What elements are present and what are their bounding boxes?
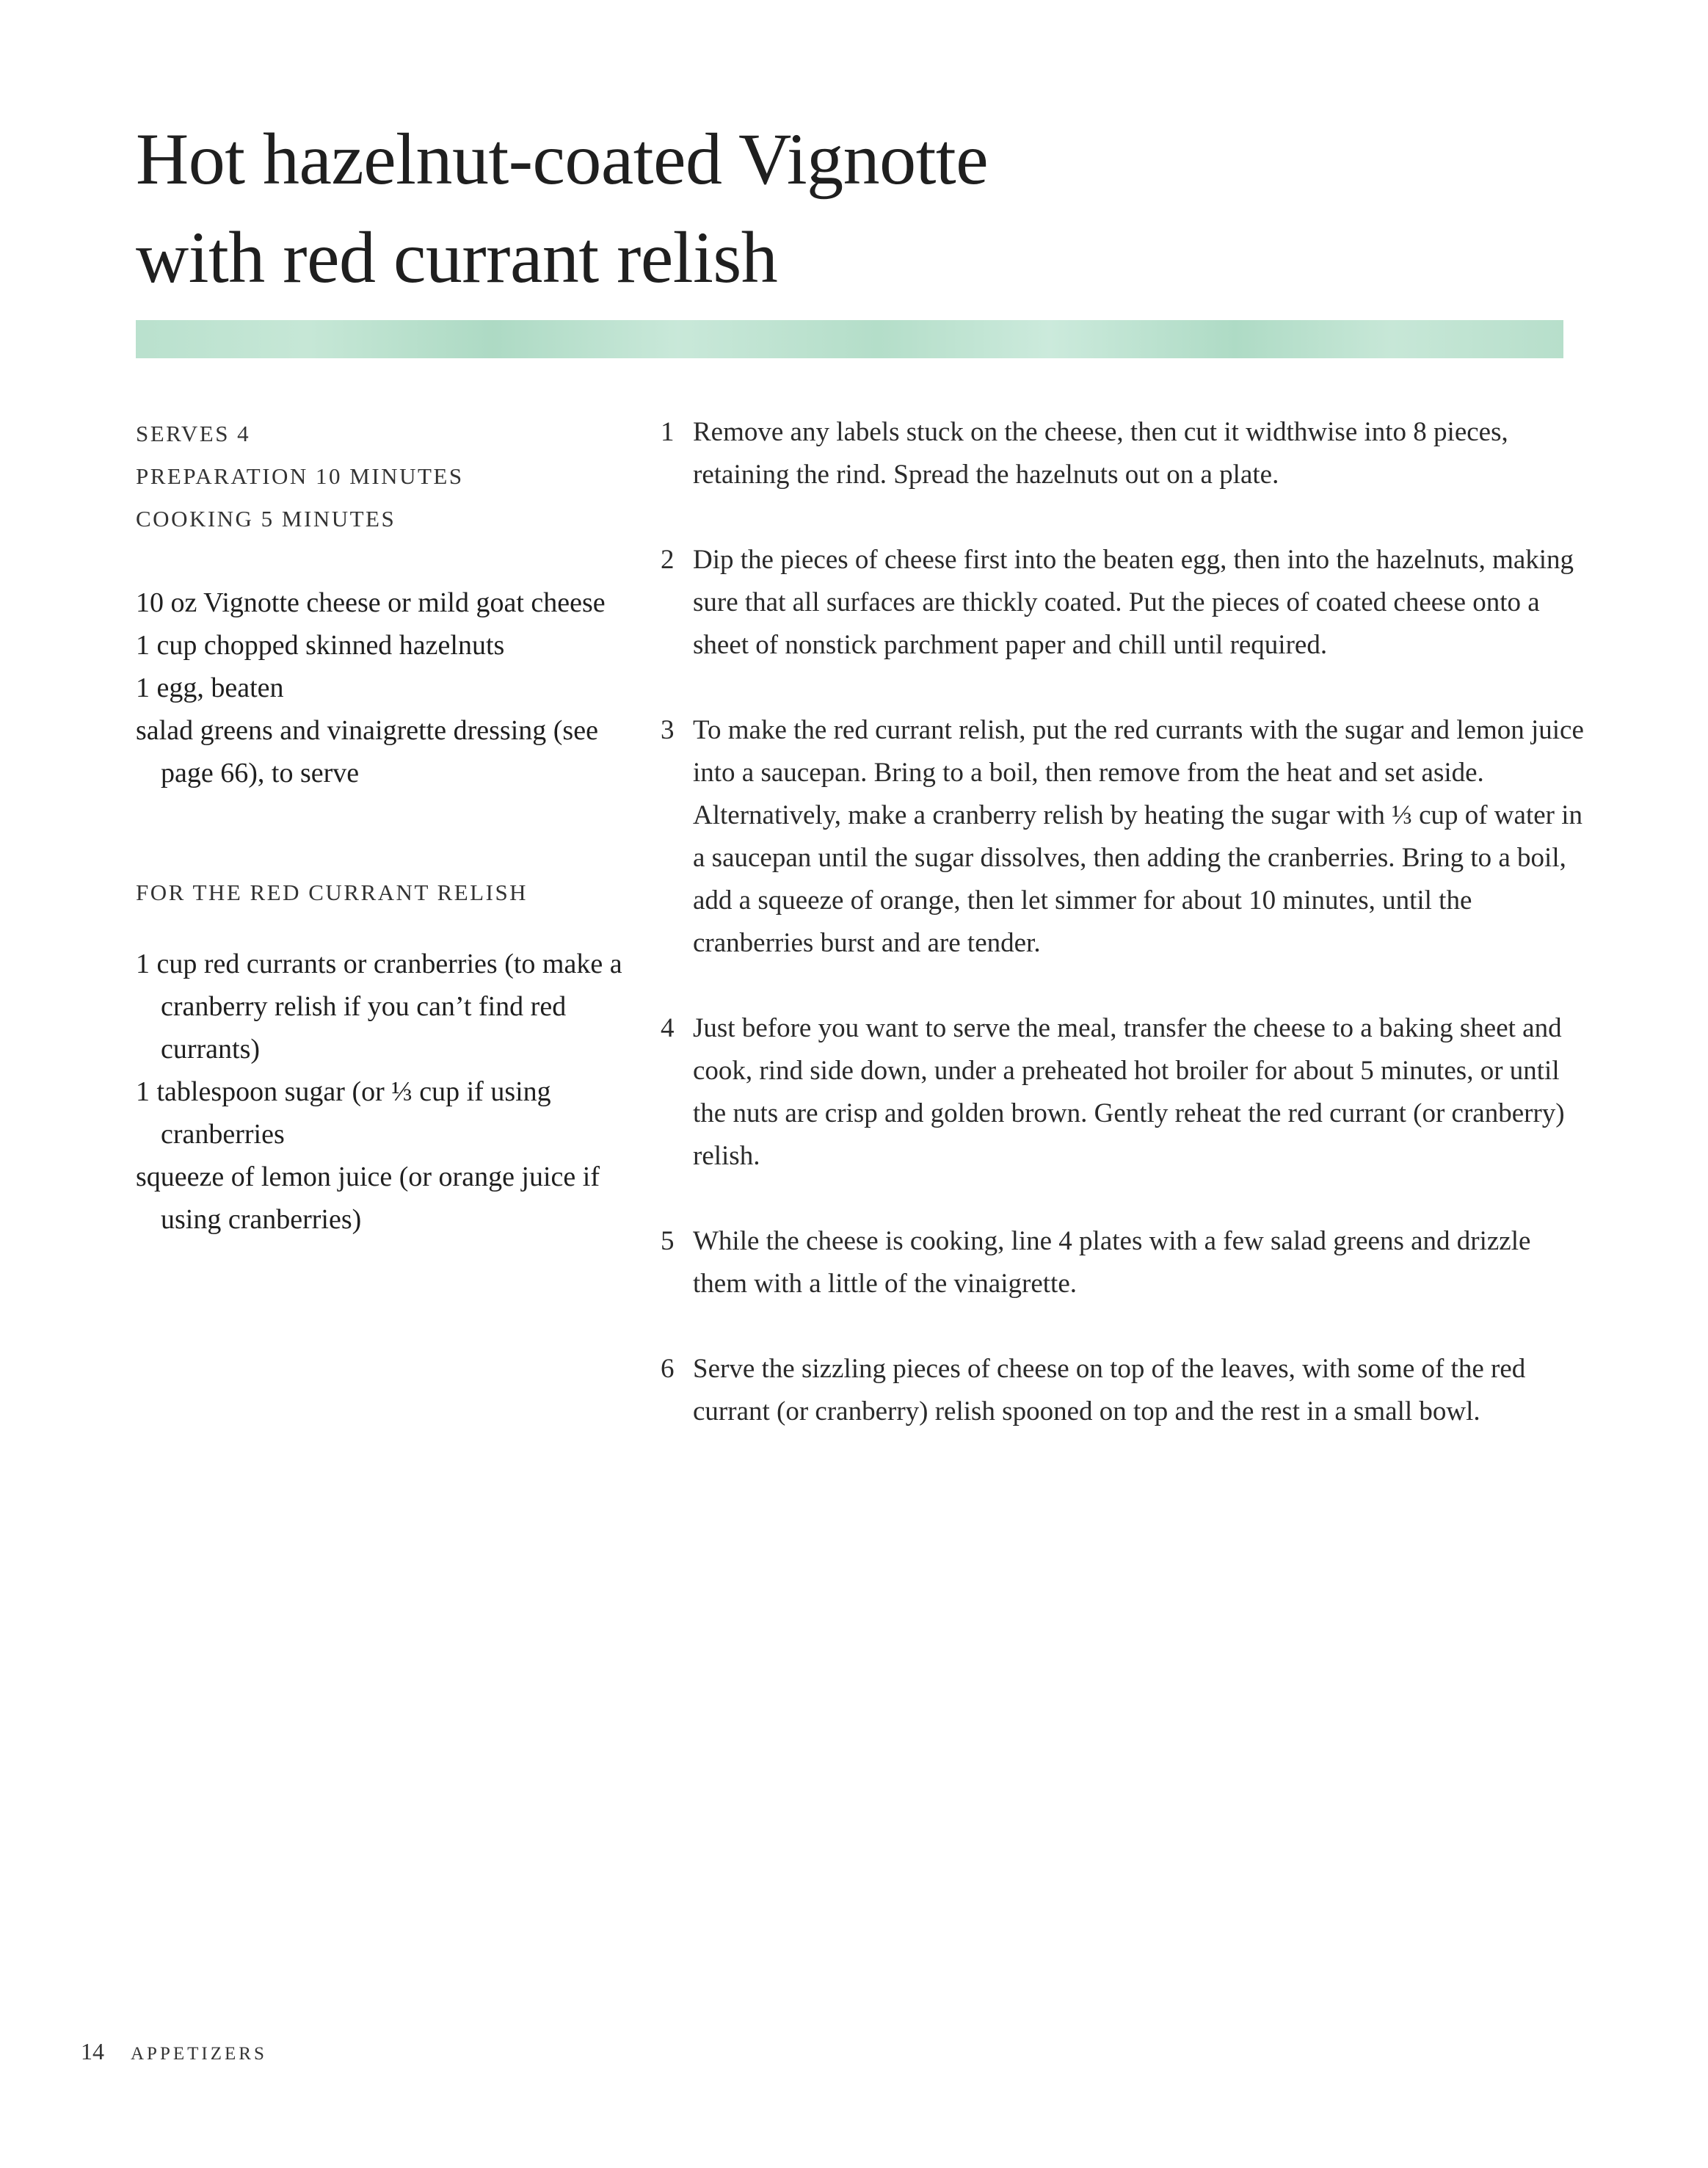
section-name: APPETIZERS <box>131 2044 267 2064</box>
method-step <box>661 1348 1585 1433</box>
recipe-meta <box>136 413 464 540</box>
method-step <box>661 1007 1585 1178</box>
ingredient-item: salad greens and vinaigrette dressing (see page 66), to serve <box>136 715 598 788</box>
step-number: 4 <box>661 1013 675 1043</box>
step-number: 1 <box>661 417 675 447</box>
cooking-label: COOKING 5 MINUTES <box>136 506 396 532</box>
step-text: Remove any labels stuck on the cheese, then cut it widthwise into 8 pieces, retaining the rind. Spread the hazelnuts out on a plate. <box>693 417 1508 490</box>
step-number: 6 <box>661 1354 675 1384</box>
step-text: Serve the sizzling pieces of cheese on top of the leaves, with some of the red currant (or cranberry) relish spooned on top and the rest in a small bowl. <box>693 1354 1526 1426</box>
recipe-title-line-1: Hot hazelnut-coated Vignotte <box>136 118 989 200</box>
method-step <box>661 1220 1585 1305</box>
ingredient-item: 1 egg, beaten <box>136 672 284 703</box>
step-text: Dip the pieces of cheese first into the beaten egg, then into the hazelnuts, making sure that all surfaces are thickly coated. Put the pieces of coated cheese onto a sheet of nonstick parchment paper and chill until required. <box>693 545 1574 660</box>
step-text: To make the red currant relish, put the red currants with the sugar and lemon juice into a saucepan. Bring to a boil, then remove from the heat and set aside. Alternatively, make a cranberry relish by heating the sugar with ⅓ cup of water in a saucepan until the sugar dissolves, then adding the cranberries. Bring to a boil, add a squeeze of orange, then let simmer for about 10 minutes, until the cranberries burst and are tender. <box>693 715 1584 958</box>
page-footer <box>81 2038 267 2065</box>
decorative-green-band <box>136 320 1563 358</box>
method-step <box>661 539 1585 667</box>
ingredient-list <box>136 581 628 794</box>
relish-heading: FOR THE RED CURRANT RELISH <box>136 880 528 905</box>
serves-label: SERVES 4 <box>136 421 251 446</box>
step-number: 2 <box>661 545 675 575</box>
relish-ingredient-item: squeeze of lemon juice (or orange juice if using cranberries) <box>136 1161 600 1235</box>
relish-ingredient-item: 1 tablespoon sugar (or ⅓ cup if using cranberries <box>136 1076 551 1150</box>
method-step <box>661 411 1585 496</box>
relish-ingredient-item: 1 cup red currants or cranberries (to make a cranberry relish if you can’t find red currants) <box>136 949 622 1065</box>
step-text: While the cheese is cooking, line 4 plates with a few salad greens and drizzle them with a little of the vinaigrette. <box>693 1226 1531 1299</box>
step-number: 3 <box>661 715 675 745</box>
relish-ingredient-list <box>136 943 628 1241</box>
ingredient-item: 10 oz Vignotte cheese or mild goat cheese <box>136 587 606 618</box>
method-step <box>661 709 1585 965</box>
preparation-label: PREPARATION 10 MINUTES <box>136 463 464 489</box>
step-text: Just before you want to serve the meal, transfer the cheese to a baking sheet and cook, rind side down, under a preheated hot broiler for about 5 minutes, or until the nuts are crisp and golden brown. Gently reheat the red currant (or cranberry) relish. <box>693 1013 1565 1171</box>
ingredient-item: 1 cup chopped skinned hazelnuts <box>136 630 505 661</box>
recipe-title-line-2: with red currant relish <box>136 217 778 298</box>
page-number: 14 <box>81 2038 104 2064</box>
method-steps <box>661 411 1585 1433</box>
recipe-title <box>136 110 988 307</box>
step-number: 5 <box>661 1226 675 1256</box>
